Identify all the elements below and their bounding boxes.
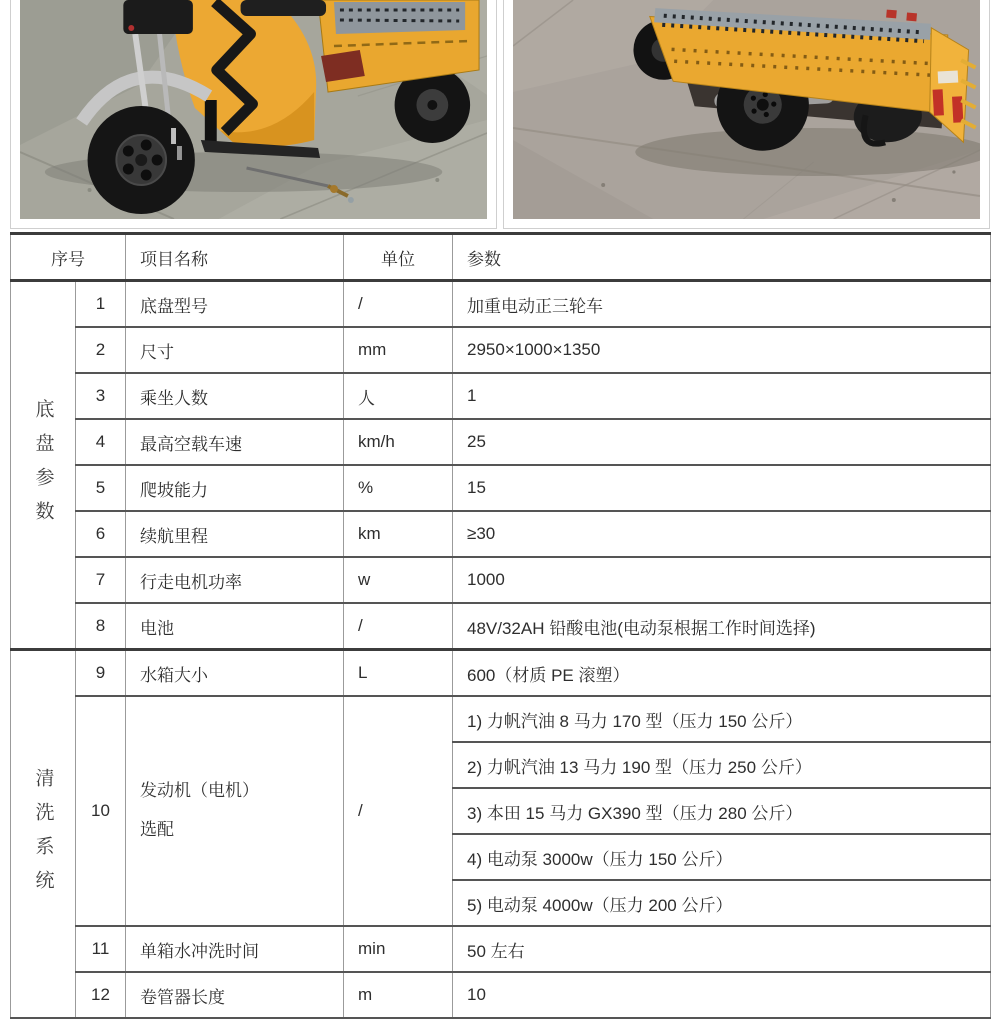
row-name: 乘坐人数 bbox=[126, 373, 344, 419]
category-chassis: 底盘参数 bbox=[11, 281, 76, 650]
product-photos bbox=[0, 0, 1000, 229]
row-unit: w bbox=[344, 557, 453, 603]
table-row bbox=[11, 511, 991, 557]
table-header-row bbox=[11, 234, 991, 281]
row-no: 4 bbox=[76, 419, 126, 465]
row-unit: L bbox=[344, 650, 453, 697]
row-name: 底盘型号 bbox=[126, 281, 344, 328]
table-row bbox=[11, 419, 991, 465]
table-row bbox=[11, 926, 991, 972]
table-row bbox=[11, 281, 991, 328]
row-no: 5 bbox=[76, 465, 126, 511]
row-value: ≥30 bbox=[453, 511, 991, 557]
row-value: 25 bbox=[453, 419, 991, 465]
row-name: 行走电机功率 bbox=[126, 557, 344, 603]
row-no: 10 bbox=[76, 696, 126, 926]
table-row-partial bbox=[11, 972, 991, 1018]
row-no: 3 bbox=[76, 373, 126, 419]
row-value: 2950×1000×1350 bbox=[453, 327, 991, 373]
row-name: 爬坡能力 bbox=[126, 465, 344, 511]
row-unit: % bbox=[344, 465, 453, 511]
engine-option: 1) 力帆汽油 8 马力 170 型（压力 150 公斤） bbox=[453, 696, 991, 742]
row-name: 卷管器长度 bbox=[126, 972, 344, 1018]
row-value: 48V/32AH 铅酸电池(电动泵根据工作时间选择) bbox=[453, 603, 991, 650]
engine-option: 5) 电动泵 4000w（压力 200 公斤） bbox=[453, 880, 991, 926]
spec-table-container bbox=[0, 232, 1000, 1019]
header-serial: 序号 bbox=[11, 234, 126, 281]
row-value: 1000 bbox=[453, 557, 991, 603]
row-no: 6 bbox=[76, 511, 126, 557]
header-unit: 单位 bbox=[344, 234, 453, 281]
category-washing: 清洗系统 bbox=[11, 650, 76, 1019]
table-row bbox=[11, 373, 991, 419]
spec-table bbox=[10, 232, 991, 1019]
row-name-engine-options: 发动机（电机） 选配 bbox=[126, 696, 344, 926]
row-no: 7 bbox=[76, 557, 126, 603]
row-name: 单箱水冲洗时间 bbox=[126, 926, 344, 972]
row-unit: / bbox=[344, 603, 453, 650]
row-no: 8 bbox=[76, 603, 126, 650]
row-no: 1 bbox=[76, 281, 126, 328]
header-parameter: 参数 bbox=[453, 234, 991, 281]
row-name: 水箱大小 bbox=[126, 650, 344, 697]
row-value: 加重电动正三轮车 bbox=[453, 281, 991, 328]
tricycle-front-illustration bbox=[20, 0, 487, 219]
tricycle-rear-illustration bbox=[513, 0, 980, 219]
table-row bbox=[11, 696, 991, 742]
engine-option: 3) 本田 15 马力 GX390 型（压力 280 公斤） bbox=[453, 788, 991, 834]
row-name: 最高空载车速 bbox=[126, 419, 344, 465]
row-unit: km bbox=[344, 511, 453, 557]
row-value: 600（材质 PE 滚塑） bbox=[453, 650, 991, 697]
row-unit: mm bbox=[344, 327, 453, 373]
engine-option: 4) 电动泵 3000w（压力 150 公斤） bbox=[453, 834, 991, 880]
row-no: 11 bbox=[76, 926, 126, 972]
table-row bbox=[11, 603, 991, 650]
table-row bbox=[11, 557, 991, 603]
photo-front-left-view bbox=[10, 0, 497, 229]
row-no: 9 bbox=[76, 650, 126, 697]
row-unit: min bbox=[344, 926, 453, 972]
row-value: 50 左右 bbox=[453, 926, 991, 972]
row-value: 15 bbox=[453, 465, 991, 511]
engine-option: 2) 力帆汽油 13 马力 190 型（压力 250 公斤） bbox=[453, 742, 991, 788]
row-name: 电池 bbox=[126, 603, 344, 650]
row-no: 12 bbox=[76, 972, 126, 1018]
table-row bbox=[11, 465, 991, 511]
row-unit: 人 bbox=[344, 373, 453, 419]
row-unit: km/h bbox=[344, 419, 453, 465]
row-name: 续航里程 bbox=[126, 511, 344, 557]
table-row bbox=[11, 650, 991, 697]
row-name: 尺寸 bbox=[126, 327, 344, 373]
table-row bbox=[11, 327, 991, 373]
row-unit: / bbox=[344, 696, 453, 926]
row-value: 10 bbox=[453, 972, 991, 1018]
header-item-name: 项目名称 bbox=[126, 234, 344, 281]
photo-rear-view bbox=[503, 0, 990, 229]
row-value: 1 bbox=[453, 373, 991, 419]
row-no: 2 bbox=[76, 327, 126, 373]
row-unit: m bbox=[344, 972, 453, 1018]
row-unit: / bbox=[344, 281, 453, 328]
